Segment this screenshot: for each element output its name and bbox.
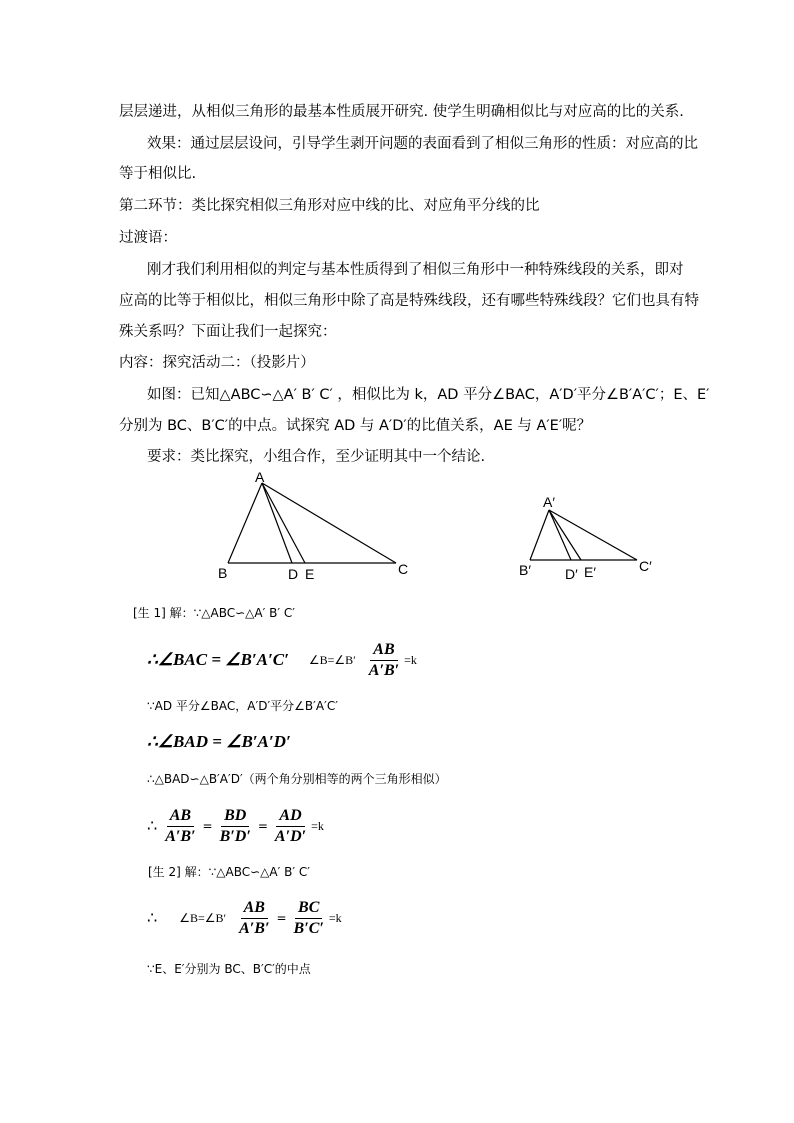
triangle-a-prime bbox=[530, 510, 637, 560]
label-d-prime: D′ bbox=[565, 566, 578, 582]
student1-label: [生 1] 解：∵△ABC∽△A′ B′ C′ bbox=[133, 606, 296, 620]
problem-line: 如图：已知△ABC∽△A′ B′ C′ ，相似比为 k，AD 平分∠BAC，A′D′平分∠B′A′C′；E、E′ bbox=[147, 387, 710, 403]
step1-main: ∴∠BAC = ∠B′A′C′ bbox=[147, 650, 289, 669]
label-c-prime: C′ bbox=[639, 558, 652, 574]
equals-k: =k bbox=[404, 653, 417, 667]
label-c: C bbox=[398, 561, 409, 577]
student1-step1 bbox=[147, 640, 417, 680]
label-a-prime: A′ bbox=[543, 494, 555, 510]
label-b-prime: B′ bbox=[519, 562, 531, 578]
problem-line: 分别为 BC、B′C′的中点。试探究 AD 与 A′D′的比值关系，AE 与 A′E′呢？ bbox=[119, 418, 592, 434]
transition-para: 刚才我们利用相似的判定与基本性质得到了相似三角形中一种特殊线段的关系，即对 bbox=[147, 262, 684, 278]
student1-step4: ∴△BAD∽△B′A′D′（两个角分别相等的两个三角形相似） bbox=[147, 772, 447, 786]
fraction-ab-over-a-prime-b-prime: $\frac{AB}{A'B'}$ bbox=[165, 806, 196, 845]
student2-label: [生 2] 解：∵△ABC∽△A′ B′ C′ bbox=[148, 865, 311, 879]
segment-a-prime-e-prime bbox=[549, 510, 581, 560]
label-e: E bbox=[305, 566, 315, 582]
student1-step3: ∴∠BAD = ∠B′A′D′ bbox=[147, 732, 291, 751]
label-e-prime: E′ bbox=[584, 564, 596, 580]
student1-step2: ∵AD 平分∠BAC，A′D′平分∠B′A′C′ bbox=[147, 699, 338, 713]
step1-angle: ∠B=∠B′ bbox=[308, 653, 356, 667]
label-b: B bbox=[218, 565, 228, 581]
fraction-ab-over-a-prime-b-prime: $\frac{AB}{A'B'}$ bbox=[368, 640, 400, 679]
fraction-ad-over-a-prime-d-prime: $\frac{AD}{A'D'}$ bbox=[274, 806, 307, 845]
effect-line-cont: 等于相似比. bbox=[119, 166, 197, 182]
section-heading: 第二环节：类比探究相似三角形对应中线的比、对应角平分线的比 bbox=[119, 198, 540, 214]
label-d: D bbox=[288, 566, 299, 582]
effect-line: 效果：通过层层设问，引导学生剥开问题的表面看到了相似三角形的性质：对应高的比 bbox=[147, 136, 698, 152]
fraction-bc-over-b-prime-c-prime: $\frac{BC}{B'C'}$ bbox=[293, 898, 324, 937]
segment-a-prime-d-prime bbox=[549, 510, 571, 560]
label-a: A bbox=[255, 469, 265, 485]
student2-step1: ∴ ∠B=∠B′ $\frac{AB}{A'B'}$ = $\frac{BC}{B'C'}$ =k bbox=[147, 898, 342, 937]
student1-step5: ∴ $\frac{AB}{A'B'}$ = $\frac{BD}{B'D'}$ = $\frac{AD}{A'D'}$ =k bbox=[147, 806, 324, 845]
transition-label: 过渡语： bbox=[119, 230, 177, 246]
student2-step2: ∵E、E′分别为 BC、B′C′的中点 bbox=[147, 962, 311, 976]
requirement-line: 要求：类比探究，小组合作，至少证明其中一个结论. bbox=[147, 449, 486, 465]
triangle-abc bbox=[228, 483, 396, 563]
content-label: 内容：探究活动二：（投影片） bbox=[119, 355, 315, 371]
transition-para: 应高的比等于相似比，相似三角形中除了高是特殊线段，还有哪些特殊线段？它们也具有特 bbox=[119, 293, 699, 309]
segment-ae bbox=[262, 483, 305, 563]
intro-line: 层层递进，从相似三角形的最基本性质展开研究. 使学生明确相似比与对应高的比的关系. bbox=[119, 104, 684, 120]
segment-ad bbox=[262, 483, 292, 563]
fraction-ab-over-a-prime-b-prime: $\frac{AB}{A'B'}$ bbox=[239, 898, 270, 937]
fraction-bd-over-b-prime-d-prime: $\frac{BD}{B'D'}$ bbox=[219, 806, 251, 845]
transition-para: 殊关系吗？下面让我们一起探究： bbox=[119, 324, 337, 340]
